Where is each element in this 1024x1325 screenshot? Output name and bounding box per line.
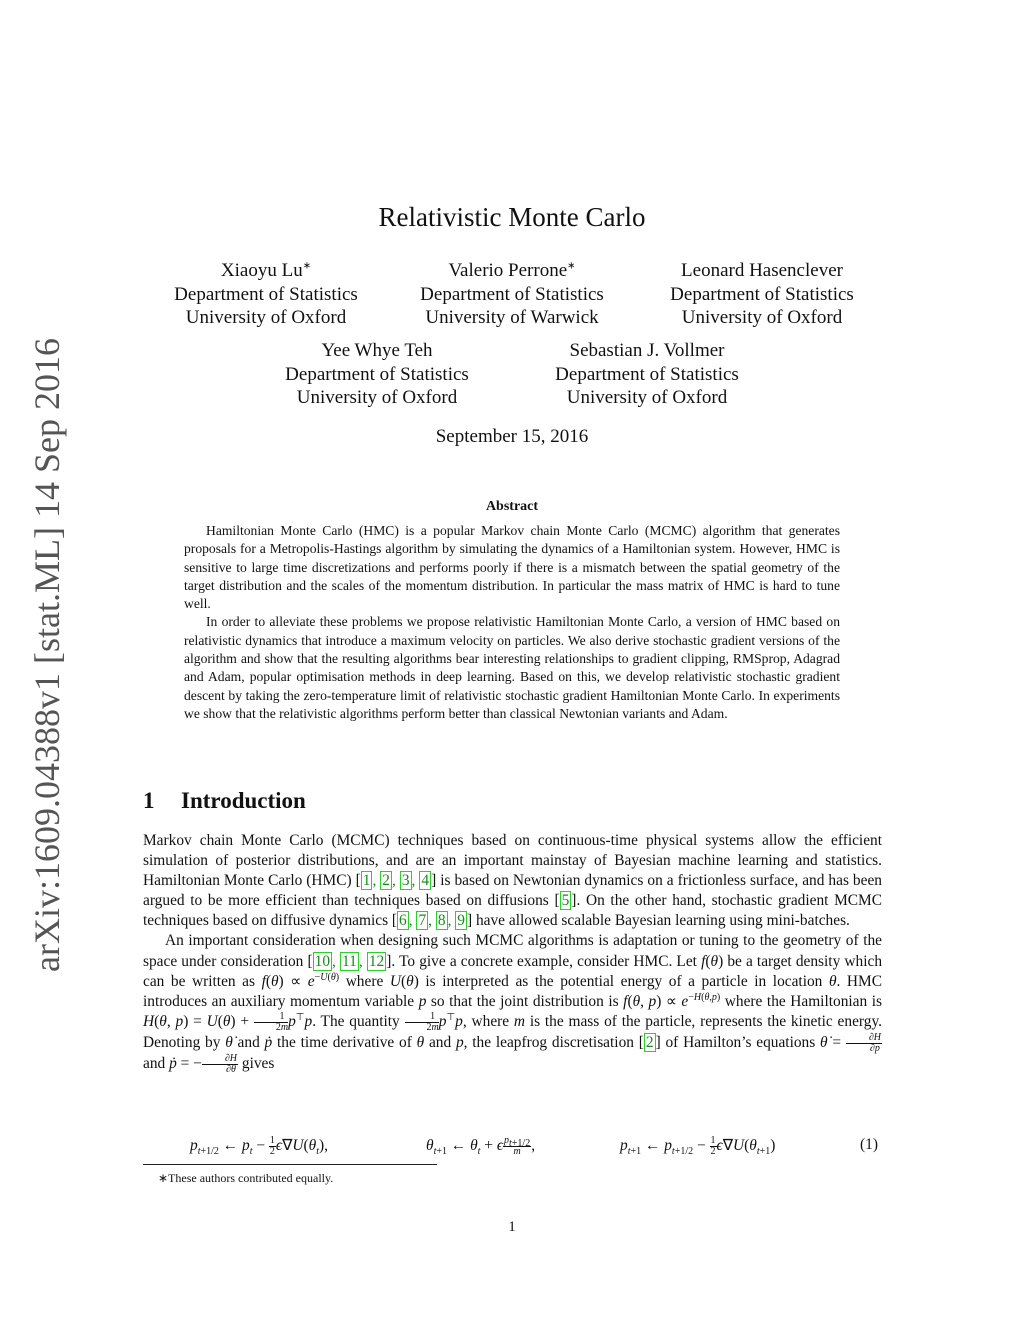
citation-link[interactable]: 11 [342, 952, 357, 970]
author-mark: ∗ [302, 260, 312, 272]
author-dept: Department of Statistics [285, 363, 469, 385]
author-block [247, 339, 507, 410]
abstract-paragraph: Hamiltonian Monte Carlo (HMC) is a popular Markov chain Monte Carlo (MCMC) algorithm that generates proposals for a Metropolis-Hastings algorithm by simulating the dynamics of a Hamiltonian system. However, HMC is sensitive to large time discretizations and performs poorly if there is a mismatch between the spatial geometry of the target distribution and the scales of the momentum distribution. In particular the mass matrix of HMC is hard to tune well. [184, 523, 840, 612]
citation-link[interactable]: 12 [368, 952, 385, 970]
author-dept: Department of Statistics [420, 283, 604, 305]
abstract-text [184, 522, 840, 723]
citation-link[interactable]: 2 [645, 1033, 654, 1051]
equation-number: (1) [860, 1136, 878, 1153]
citation-link[interactable]: 7 [418, 912, 427, 930]
author-univ: University of Oxford [296, 387, 458, 408]
section-title: Introduction [181, 788, 306, 813]
author-univ: University of Oxford [566, 387, 728, 408]
author-univ: University of Oxford [185, 307, 347, 328]
equation-part: $p_{t+1}$ ← $p_{t+1/2}$ − $\frac{1}{2}$ $\epsilon\nabla U(\theta_{t+1})$ [620, 1135, 776, 1158]
author-name: Xiaoyu Lu [220, 260, 303, 281]
footnote: ∗These authors contributed equally. [158, 1171, 334, 1185]
footnote-rule [143, 1164, 437, 1165]
equation-part: $\theta_{t+1}$ ← $\theta_t + \epsilon$ $\frac{p_{t+1/2}}{m}$ , [426, 1135, 536, 1158]
author-dept: Department of Statistics [174, 283, 358, 305]
leapfrog-equation [190, 1136, 882, 1158]
citation-link[interactable]: 1 [362, 872, 371, 890]
intro-paragraph: An important consideration when designing such MCMC algorithms is adaptation or tuning to the geometry of the space under consideration [ 10 , 11 , 12 ]. To give a concrete example, consider HMC. Let f(θ) be a target density which can be written as $f(\theta) \propto e^{-U(\theta)}$ where U(θ) is interpreted as the potential energy of a particle in location θ. HMC introduces an auxiliary momentum variable p so that the joint distribution is f(θ, $p) \propto e^{-H(\theta,p)}$ where the Hamiltonian is H(θ, p) = U(θ) + $\frac{1}{2m}$ p⊤p. The quantity $\frac{1}{2m}$ p⊤p, where m is the mass of the particle, represents the kinetic energy. Denoting by θ̇ and ṗ the time derivative of θ and p, the leapfrog discretisation [ 2 ] of Hamilton’s equations θ̇ = $\frac{\partial H}{\partial p}$ and ṗ = − $\frac{\partial H}{\partial\theta}$ gives [143, 932, 883, 1075]
intro-paragraph: Markov chain Monte Carlo (MCMC) techniques based on continuous-time physical systems allow the efficient simulation of posterior distributions, and are an important mainstay of Bayesian machine learning and statistics. Hamiltonian Monte Carlo (HMC) [ 1 , 2 , 3 , 4 ] is based on Newtonian dynamics on a frictionless surface, and has been argued to be more efficient than techniques based on diffusions [ 5 ]. On the other hand, stochastic gradient MCMC techniques based on diffusive dynamics [ 6 , 7 , 8 , 9 ] have allowed scalable Bayesian learning using mini-batches. [143, 832, 882, 930]
author-univ: University of Oxford [681, 307, 843, 328]
abstract-heading: Abstract [485, 499, 539, 514]
author-name: Valerio Perrone [448, 260, 568, 281]
citation-link[interactable]: 4 [421, 872, 430, 890]
intro-text [143, 831, 882, 1075]
author-univ: University of Warwick [425, 307, 599, 328]
citation-link[interactable]: 3 [401, 872, 410, 890]
section-heading [143, 788, 306, 814]
citation-link[interactable]: 5 [561, 892, 570, 910]
citation-link[interactable]: 8 [437, 912, 446, 930]
author-block [517, 339, 777, 410]
author-dept: Department of Statistics [670, 283, 854, 305]
paper-title: Relativistic Monte Carlo [378, 202, 646, 232]
citation-link[interactable]: 6 [399, 912, 407, 930]
section-number: 1 [143, 788, 155, 813]
author-block [136, 259, 396, 330]
author-dept: Department of Statistics [555, 363, 739, 385]
author-name: Yee Whye Teh [321, 340, 433, 361]
citation-link[interactable]: 10 [314, 952, 331, 970]
citation-link[interactable]: 2 [382, 872, 390, 890]
citation-link[interactable]: 9 [457, 912, 465, 930]
author-name: Sebastian J. Vollmer [569, 340, 725, 361]
arxiv-stamp: arXiv:1609.04388v1 [stat.ML] 14 Sep 2016 [27, 338, 67, 972]
author-block [632, 259, 892, 330]
author-mark: ∗ [567, 260, 576, 272]
abstract-paragraph: In order to alleviate these problems we propose relativistic Hamiltonian Monte Carlo, a version of HMC based on relativistic dynamics that introduce a maximum velocity on particles. We also derive stochastic gradient versions of the algorithm and show that the resulting algorithms bear interesting relationships to gradient clipping, RMSprop, Adagrad and Adam, popular optimisation methods in deep learning. Based on this, we develop relativistic stochastic gradient descent by taking the zero-temperature limit of relativistic stochastic gradient Hamiltonian Monte Carlo. In experiments we show that the relativistic algorithms perform better than classical Newtonian variants and Adam. [184, 614, 840, 721]
paper-date: September 15, 2016 [435, 426, 589, 447]
equation-part: $p_{t+1/2}$ ← $p_t$ − $\frac{1}{2}$ $\epsilon\nabla U(\theta_t)$, [190, 1135, 328, 1158]
page-number: 1 [508, 1219, 516, 1235]
author-name: Leonard Hasenclever [681, 260, 843, 281]
author-block [382, 259, 642, 330]
